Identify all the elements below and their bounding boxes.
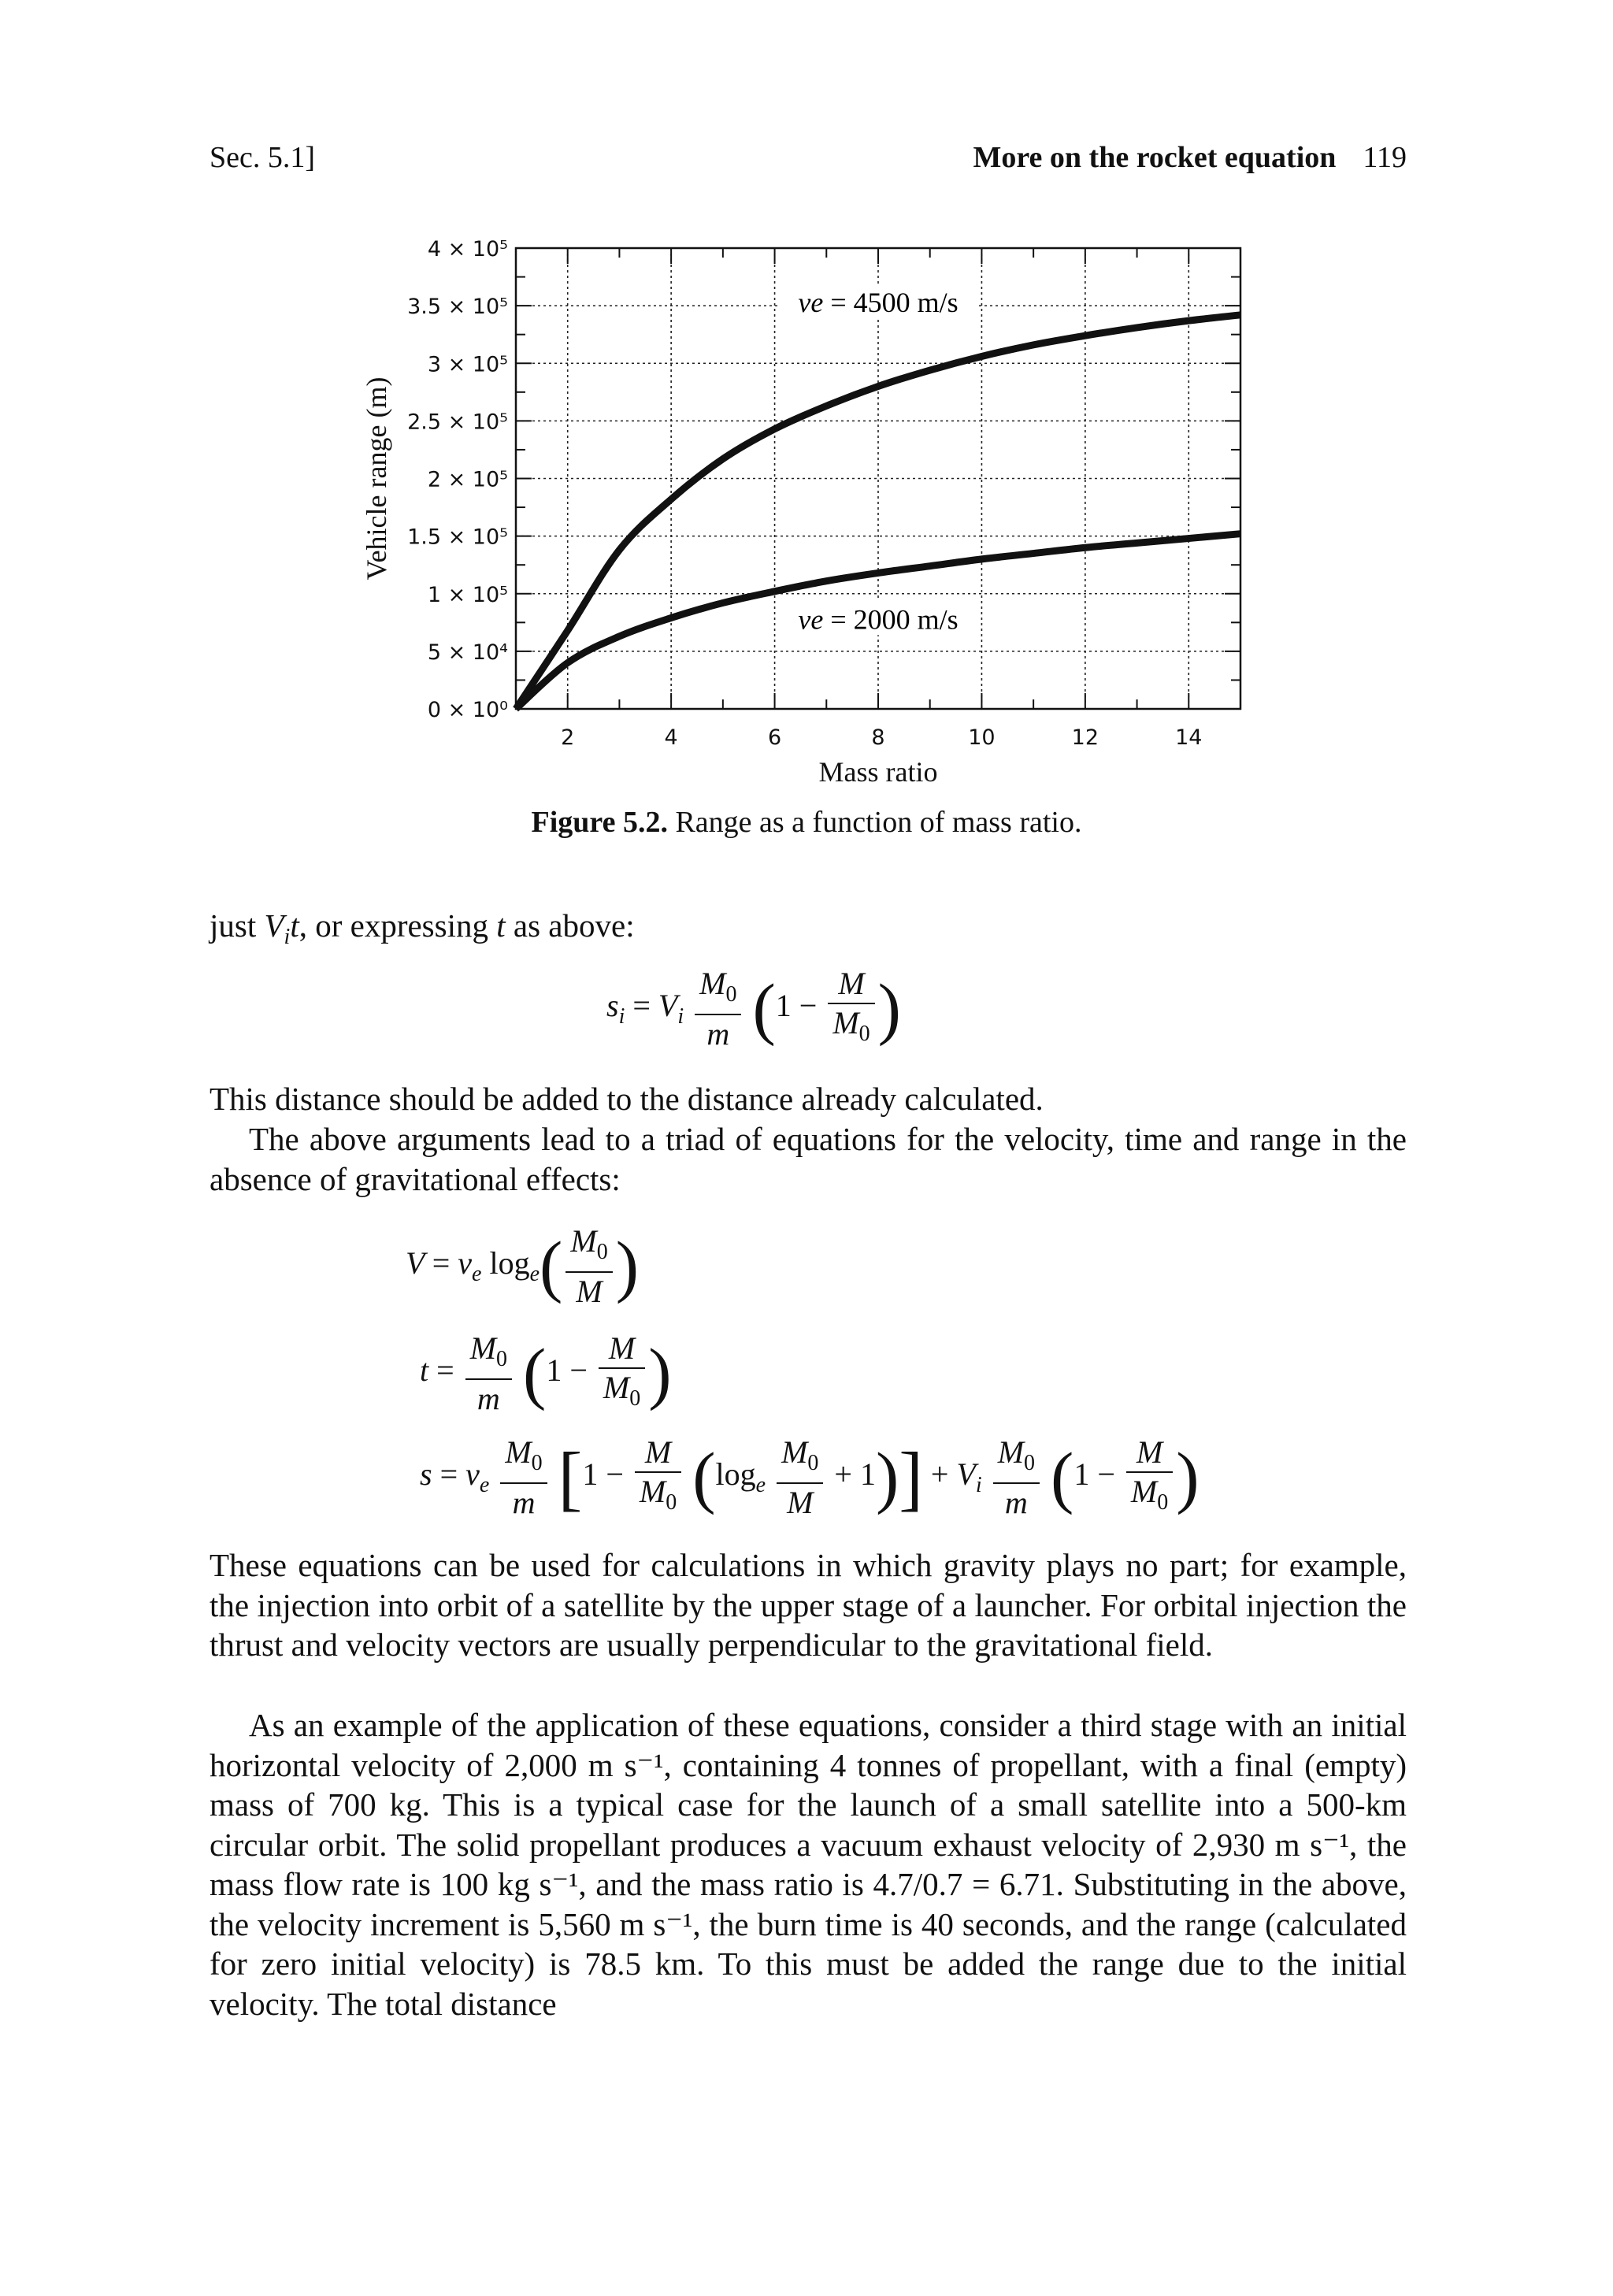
running-head-title: [973, 140, 1407, 175]
math-inline-vit: $V_it$: [264, 907, 299, 950]
y-tick-label: 5 × 10⁴: [427, 640, 508, 665]
y-tick-label: 1 × 10⁵: [427, 582, 508, 607]
x-tick-label: 14: [1175, 725, 1203, 750]
paragraph-gravity: These equations can be used for calculations in which gravity plays no part; for example, the injection into orbit of a satellite by the upper stage of a launcher. For orbital injection the thrust and velocity vectors are usually perpendicular to the gravitational field.: [210, 1547, 1407, 1663]
equation-range: $s = v_e$ $\frac{M_0}{m}$ [1 − $\frac{M}{M_0}$ ($\log_e$ $\frac{M_0}{M}$ + $1)] + V_i$ $\frac{M_0}{m}$ (1 − $\frac{M}{M_0}$ ): [420, 1434, 1200, 1520]
x-tick-label: 8: [871, 725, 885, 750]
x-axis-label: Mass ratio: [818, 756, 938, 788]
y-tick-label: 3.5 × 10⁵: [407, 295, 508, 320]
x-tick-label: 6: [767, 725, 782, 750]
y-tick-label: 3 × 10⁵: [427, 352, 508, 377]
y-tick-label: 1.5 × 10⁵: [407, 525, 508, 550]
figure-label: Figure 5.2.: [531, 806, 668, 839]
series-line-ve-4500: [516, 315, 1240, 709]
math-inline-t: t: [496, 907, 506, 944]
series-annotation: ve = 4500 m/s: [798, 287, 959, 319]
x-tick-label: 2: [561, 725, 575, 750]
paragraph-intro: [210, 906, 1407, 958]
y-axis-label: Vehicle range (m): [361, 376, 392, 580]
text-fragment: , or expressing: [298, 907, 488, 944]
page-number: 119: [1363, 141, 1407, 174]
equation-velocity: $V = v_e$ $\log_e$( $\frac{M_0}{M}$ ): [406, 1223, 639, 1309]
chapter-title: More on the rocket equation: [973, 141, 1337, 174]
y-tick-label: 0 × 10⁰: [427, 698, 508, 722]
range-chart: [339, 232, 1268, 799]
running-head-section: Sec. 5.1]: [210, 141, 316, 174]
x-tick-label: 10: [968, 725, 996, 750]
text-fragment: as above:: [513, 907, 635, 944]
series-annotation: ve = 2000 m/s: [798, 603, 959, 636]
equation-si: $s_i = V_i$ $\frac{M_0}{m}$ (1 − $\frac{M}{M_0}$ ): [606, 966, 901, 1052]
paragraph-distance: This distance should be added to the distance already calculated.: [210, 1081, 1044, 1117]
paragraph-example: As an example of the application of these equations, consider a third stage with an initial horizontal velocity of 2,000 m s⁻¹, containing 4 tonnes of propellant, with a final (empty) mass of 700 kg. This is a typical case for the launch of a small satellite into a 500-km circular orbit. The solid propellant produces a vacuum exhaust velocity of 2,930 m s⁻¹, the mass flow rate is 100 kg s⁻¹, and the mass ratio is 4.7/0.7 = 6.71. Substituting in the above, the velocity increment is 5,560 m s⁻¹, the burn time is 40 seconds, and the range (calculated for zero initial velocity) is 78.5 km. To this must be added the range due to the initial velocity. The total distance: [210, 1707, 1407, 2022]
figure-caption-text: Range as a function of mass ratio.: [675, 806, 1082, 839]
y-tick-label: 2 × 10⁵: [427, 467, 508, 492]
figure-caption: [0, 805, 1613, 840]
equation-time: t = $\frac{M_0}{m}$ (1 − $\frac{M}{M_0}$ ): [420, 1330, 672, 1416]
text-fragment: just: [210, 907, 257, 944]
x-tick-label: 4: [664, 725, 678, 750]
paragraph-triad: The above arguments lead to a triad of equations for the velocity, time and range in the absence of gravitational effects:: [210, 1121, 1407, 1197]
x-tick-label: 12: [1071, 725, 1099, 750]
y-tick-label: 2.5 × 10⁵: [407, 410, 508, 435]
y-tick-label: 4 × 10⁵: [427, 237, 508, 261]
